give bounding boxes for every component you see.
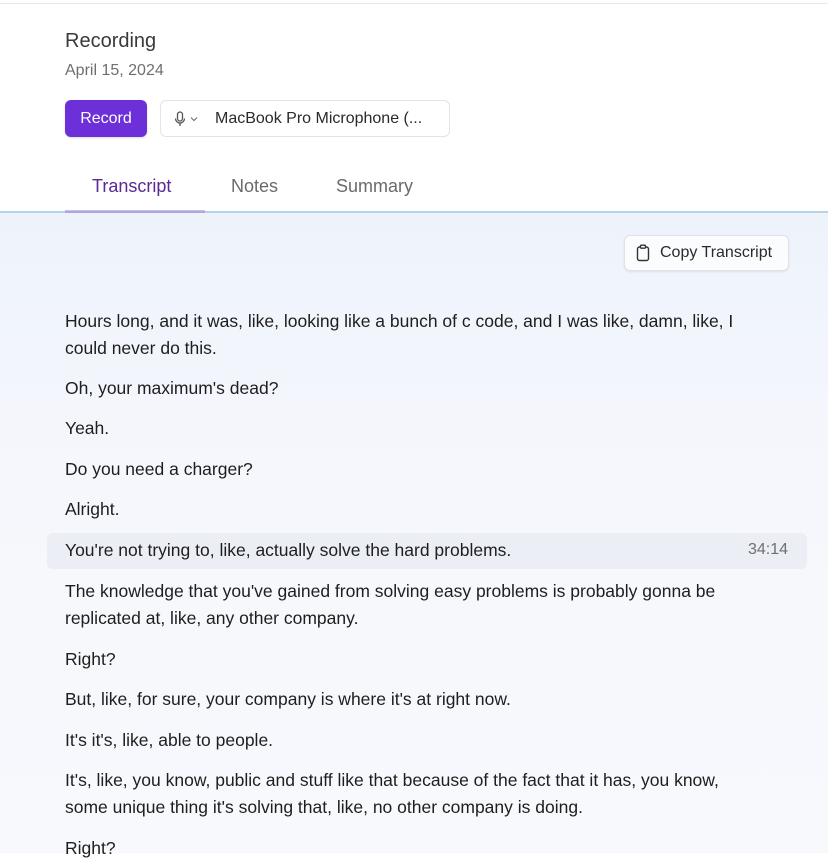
transcript-line: It's it's, like, able to people. bbox=[65, 730, 274, 750]
microphone-icon bbox=[173, 111, 187, 127]
transcript-line: The knowledge that you've gained from solving easy problems is probably gonna be replicated at, like, any other company. bbox=[65, 581, 716, 628]
transcript-line: Hours long, and it was, like, looking like a bunch of c code, and I was like, damn, like, I could never do this. bbox=[65, 311, 734, 358]
tab-summary[interactable]: Summary bbox=[336, 176, 414, 196]
transcript-line: It's, like, you know, public and stuff like that because of the fact that it has, you know, some unique thing it's solving that, like, no other company is doing. bbox=[65, 770, 719, 817]
microphone-select-value: MacBook Pro Microphone (... bbox=[215, 109, 423, 127]
copy-transcript-label: Copy Transcript bbox=[660, 244, 773, 261]
tab-transcript[interactable]: Transcript bbox=[92, 176, 172, 196]
recording-date: April 15, 2024 bbox=[65, 62, 164, 79]
transcript-line: Oh, your maximum's dead? bbox=[65, 378, 279, 398]
transcript-line: You're not trying to, like, actually solve the hard problems. bbox=[65, 540, 512, 560]
page-title: Recording bbox=[65, 30, 157, 52]
segment-timestamp: 34:14 bbox=[747, 541, 788, 558]
tab-notes[interactable]: Notes bbox=[231, 176, 279, 196]
copy-transcript-button[interactable] bbox=[624, 235, 789, 271]
transcript-line: Alright. bbox=[65, 499, 120, 519]
microphone-select[interactable] bbox=[160, 100, 450, 137]
chevron-down-icon bbox=[189, 114, 199, 124]
transcript-line: Do you need a charger? bbox=[65, 459, 253, 479]
transcript-line: But, like, for sure, your company is where it's at right now. bbox=[65, 689, 511, 709]
clipboard-icon bbox=[635, 244, 651, 262]
transcript-line: Right? bbox=[65, 838, 116, 858]
top-divider bbox=[0, 3, 828, 4]
transcript-line: Right? bbox=[65, 649, 116, 669]
transcript-line: Yeah. bbox=[65, 418, 110, 438]
record-button[interactable]: Record bbox=[65, 100, 147, 137]
